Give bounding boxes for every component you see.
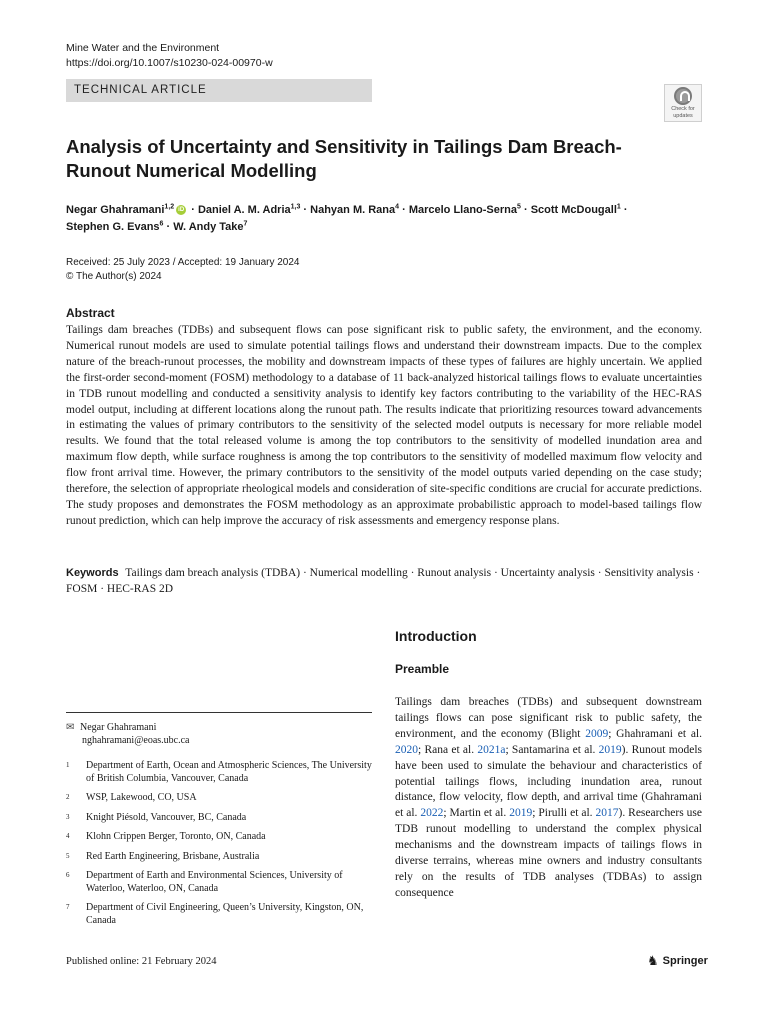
article-title: Analysis of Uncertainty and Sensitivity in Tailings Dam Breach-Runout Numerical Modelling <box>66 136 622 181</box>
affiliation-item <box>66 792 372 805</box>
citation-link[interactable]: 2022 <box>420 807 444 820</box>
springer-horse-icon: ♞ <box>647 953 659 968</box>
author-name[interactable]: Daniel A. M. Adria <box>197 204 291 216</box>
journal-name: Mine Water and the Environment <box>66 42 220 54</box>
author-name[interactable]: Scott McDougall <box>530 204 617 216</box>
orcid-icon[interactable]: iD <box>178 207 185 214</box>
citation-link[interactable]: 2017 <box>595 807 619 820</box>
affiliation-number: 3 <box>66 812 70 821</box>
abstract-heading: Abstract <box>66 306 115 320</box>
envelope-icon: ✉ <box>66 722 75 733</box>
preamble-heading: Preamble <box>395 662 450 676</box>
publisher-logo <box>647 953 708 969</box>
publisher-name: Springer <box>662 955 708 967</box>
affiliation-text: Klohn Crippen Berger, Toronto, ON, Canada <box>86 831 266 842</box>
corresponding-author <box>66 721 372 747</box>
intro-text-segment: ; Pirulli et al. <box>532 807 596 820</box>
author-name[interactable]: Negar Ghahramani <box>66 204 165 216</box>
affiliation-number: 2 <box>66 793 70 801</box>
citation-link[interactable]: 2021a <box>477 743 506 756</box>
introduction-text <box>395 695 702 902</box>
abstract-text: Tailings dam breaches (TDBs) and subsequent flows can pose significant risk to public safety, the environment, and the economy. Numerical runout models are used to simulate potential tailings flows and understand their downstream impacts. Due to the complex nature of the breach-runout processes, the mobility and downstream impacts of these types of failures are highly uncertain. We applied the first-order second-moment (FOSM) methodology to a database of 11 back-analyzed historical tailings flows to evaluate uncertainties in TDB runout modelling and conducted a sensitivity analysis to identify key factors contributing to the variability of the HEC-RAS model output, including at different locations along the runout path. The results indicate that prioritizing resources toward advancements in estimating the values of primary contributors to the sensitivity of the selected model outputs is necessary for more reliable model results. We found that the total released volume is among the top contributors to the sensitivity of modelled inundation area and maximum flow depth, while surface roughness is among the top contributors to the sensitivity of modelled maximum flow velocity and flow front arrival time. However, the primary contributors to the sensitivity of the model outputs varied depending on the case study; therefore, the selection of appropriate rheological models and consideration of site-specific conditions are crucial for accurate predictions. The study proposes and demonstrates the FOSM methodology as an approximate probabilistic approach to model-based tailings flow runout prediction, which can help improve the accuracy of risk assessments and emergency response plans. <box>66 324 702 527</box>
article-type-badge: TECHNICAL ARTICLE <box>66 79 372 102</box>
affiliation-item <box>66 831 372 844</box>
journal-header <box>66 41 273 71</box>
author-separator: · <box>520 204 531 216</box>
author-separator: · <box>300 204 311 216</box>
affiliation-text: Department of Earth and Environmental Sciences, University of Waterloo, Waterloo, ON, Canada <box>86 870 343 894</box>
intro-text-segment: ; Santamarina et al. <box>505 743 599 756</box>
author-affiliation-marker: 1 <box>616 203 621 211</box>
affiliation-text: Knight Piésold, Vancouver, BC, Canada <box>86 811 247 823</box>
citation-link[interactable]: 2019 <box>598 743 622 756</box>
contact-name: Negar Ghahramani <box>80 722 157 733</box>
author-affiliation-marker: 1,3 <box>290 203 301 211</box>
author-name[interactable]: Marcelo Llano-Serna <box>408 204 518 216</box>
author-separator: · <box>620 204 628 216</box>
affiliation-number: 6 <box>66 871 70 879</box>
article-dates <box>66 256 300 284</box>
author-affiliation-marker: 5 <box>517 203 521 211</box>
affiliation-list <box>66 760 372 934</box>
copyright-notice: © The Author(s) 2024 <box>66 271 162 282</box>
check-updates-icon <box>674 87 692 105</box>
author-separator: · <box>399 204 409 216</box>
citation-link[interactable]: 2020 <box>395 743 418 756</box>
affiliation-number: 1 <box>66 761 70 769</box>
affiliation-item <box>66 760 372 785</box>
citation-link[interactable]: 2009 <box>585 727 609 740</box>
author-name[interactable]: W. Andy Take <box>173 221 244 233</box>
affiliation-item <box>66 851 372 864</box>
affiliation-text: Department of Civil Engineering, Queen’s University, Kingston, ON, Canada <box>86 902 364 926</box>
citation-link[interactable]: 2019 <box>509 807 533 820</box>
affiliation-text: Department of Earth, Ocean and Atmospheric Sciences, The University of British Columbia, Vancouver, Canada <box>86 760 372 784</box>
affiliation-item <box>66 870 372 895</box>
author-affiliation-marker: 7 <box>243 220 248 228</box>
author-separator: · <box>188 204 198 216</box>
author-affiliation-marker: 4 <box>395 203 400 211</box>
intro-text-segment: ). Researchers use TDB runout modelling to understand the complex physical mechanisms and the downstream impacts of tailings flows in diverse terrains, whereas mine owners and industry consultants rely on the results of TDB analyses (TDBAs) to assign consequence <box>395 807 702 899</box>
keywords-text: Tailings dam breach analysis (TDBA) · Numerical modelling · Runout analysis · Uncertainty analysis · Sensitivity analysis · FOSM · HEC-RAS 2D <box>66 567 701 595</box>
affiliation-item <box>66 902 372 927</box>
author-list <box>66 202 706 236</box>
keywords-label: Keywords <box>66 567 119 579</box>
journal-doi-link[interactable]: https://doi.org/10.1007/s10230-024-00970-w <box>66 57 273 69</box>
intro-text-segment: ; Martin et al. <box>443 807 510 820</box>
author-affiliation-marker: 1,2 <box>164 203 175 211</box>
contact-email-link[interactable]: nghahramani@eoas.ubc.ca <box>82 735 190 746</box>
author-affiliation-marker: 6 <box>159 220 164 228</box>
affiliation-text: Red Earth Engineering, Brisbane, Australia <box>86 850 260 862</box>
intro-text-segment: ; Ghahramani et al. <box>608 727 702 740</box>
intro-text-segment: Tailings dam breaches (TDBs) and subsequent downstream tailings flows can pose significant risk to public safety, the environment, and the economy (Blight <box>395 696 702 740</box>
check-updates-label-1: Check for <box>671 106 695 112</box>
footnote-divider <box>66 712 372 713</box>
affiliation-number: 7 <box>66 903 70 911</box>
author-separator: · <box>163 221 174 233</box>
check-updates-label-2: updates <box>673 113 693 119</box>
intro-text-segment: ). Runout models have been used to simulate the behaviour and characteristics of potential tailings flows, including inundation area, runout distance, flow velocity, flow depth, and arrival time (Ghahramani et al. <box>395 743 702 820</box>
intro-text-segment: ; Rana et al. <box>418 743 478 756</box>
introduction-heading: Introduction <box>395 628 477 644</box>
check-for-updates-button[interactable] <box>664 84 702 122</box>
published-date: Published online: 21 February 2024 <box>66 956 217 967</box>
keywords-block <box>66 566 702 598</box>
author-name[interactable]: Nahyan M. Rana <box>310 204 396 216</box>
author-name[interactable]: Stephen G. Evans <box>66 221 160 233</box>
affiliation-number: 5 <box>66 851 70 860</box>
affiliation-number: 4 <box>66 832 70 840</box>
received-accepted-dates: Received: 25 July 2023 / Accepted: 19 January 2024 <box>66 257 300 268</box>
affiliation-item <box>66 812 372 825</box>
affiliation-text: WSP, Lakewood, CO, USA <box>86 792 197 803</box>
